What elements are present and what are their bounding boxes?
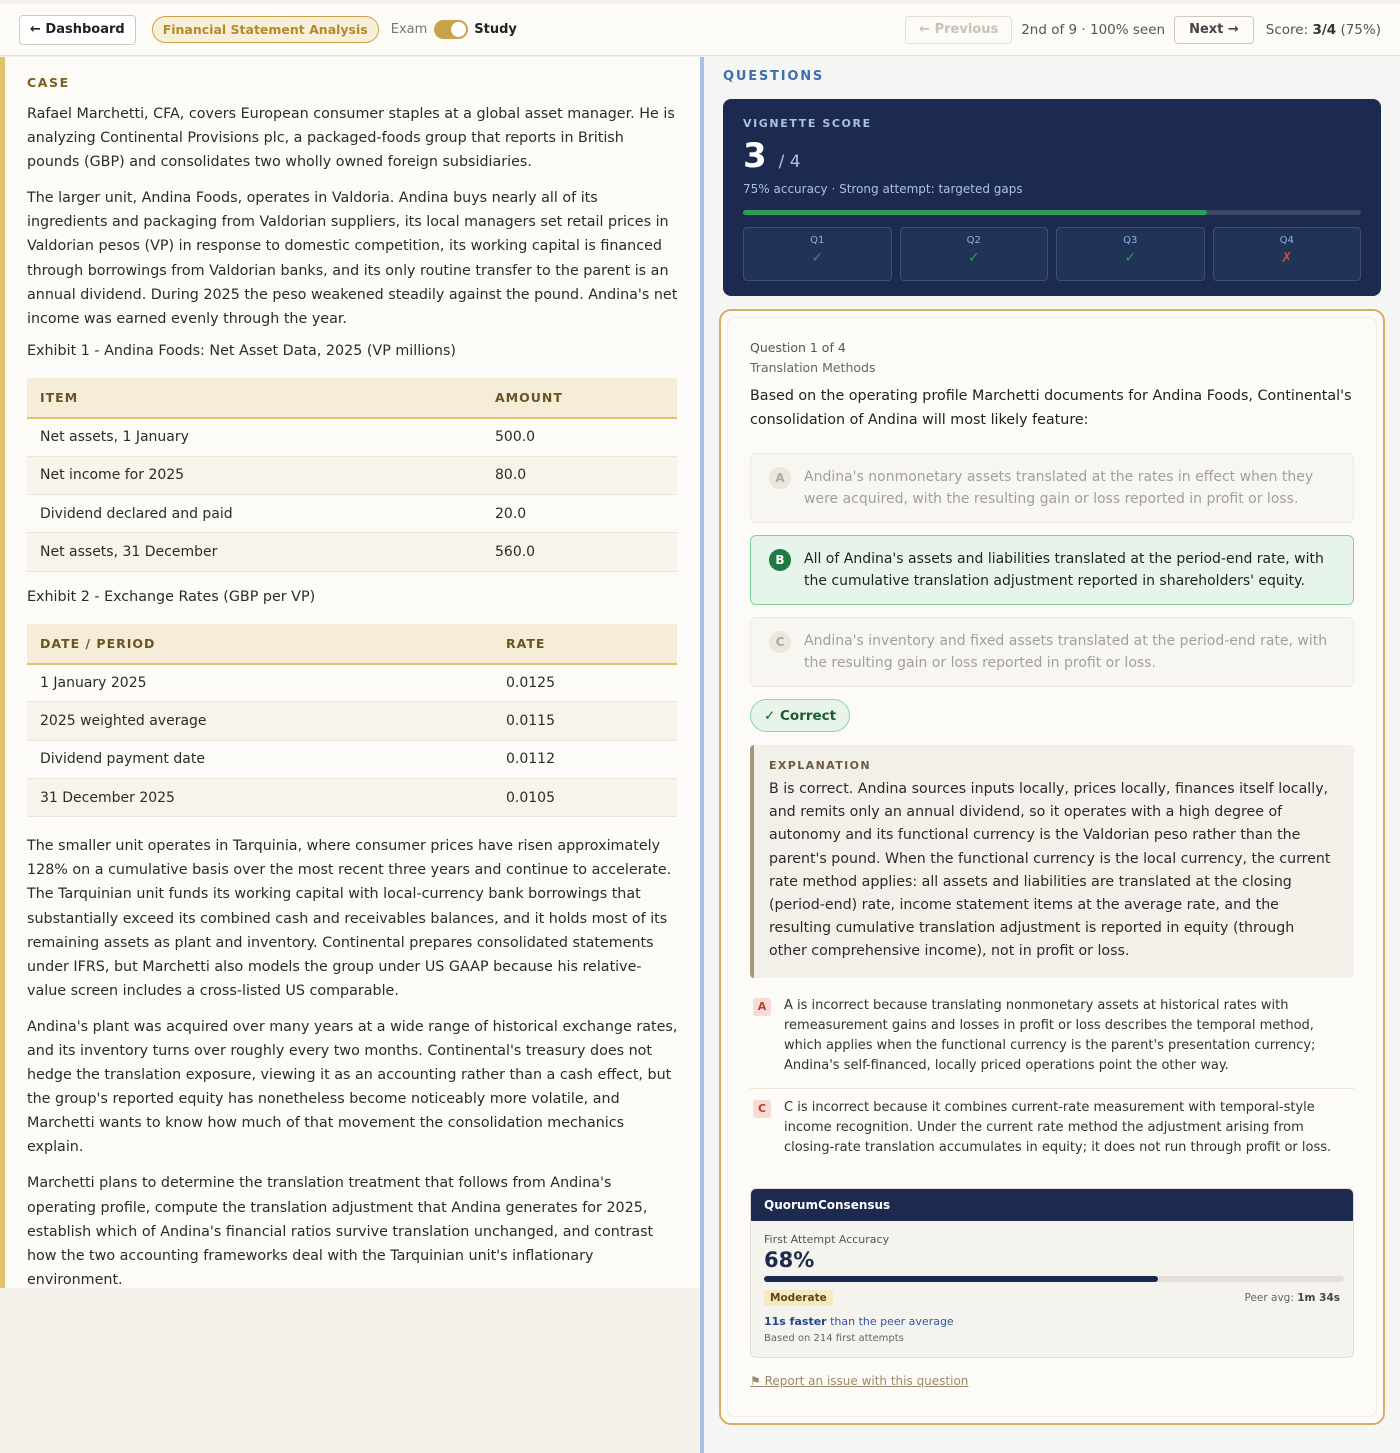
case-paragraph: The smaller unit operates in Tarquinia, where consumer prices have risen approximately 128% on a cumulative basis over the most recent three years and continue to accelerate. The Tarquinian unit funds its working capital with local-currency bank borrowings that substantially exceed its combined cash and receivables balances, and it holds most of its remaining assets as plant and inventory. Continental prepares consolidated statements under IFRS, but Marchetti also models the group under US GAAP because his relative-value screen includes a cross-listed US comparable. <box>27 838 672 999</box>
question-tile-q2[interactable] <box>900 227 1049 281</box>
tile-label: Q2 <box>966 235 981 246</box>
wrong-letter-badge: C <box>753 1100 771 1118</box>
table-row <box>27 456 677 494</box>
table-row <box>27 778 677 816</box>
explanation-box <box>750 745 1354 978</box>
option-text: Andina's inventory and fixed assets translated at the period-end rate, with the resulting gain or loss reported in profit or loss. <box>804 633 1328 671</box>
check-icon: ✓ <box>1124 250 1137 266</box>
speed-bold: 11s faster <box>764 1314 827 1328</box>
questions-heading: QUESTIONS <box>723 69 825 84</box>
wrong-answer-note <box>750 1089 1354 1170</box>
table-cell: 80.0 <box>482 456 677 494</box>
score-suffix: (75%) <box>1336 21 1381 38</box>
vignette-score-total: / 4 <box>778 152 801 172</box>
exhibit-1-table <box>27 378 677 572</box>
option-text: All of Andina's assets and liabilities translated at the period-end rate, with the cumulative translation adjustment reported in shareholders' equity. <box>804 551 1324 589</box>
option-c[interactable] <box>750 617 1354 687</box>
table-row <box>27 702 677 740</box>
vignette-accuracy-text: 75% accuracy · Strong attempt: targeted gaps <box>743 182 1023 196</box>
table-row <box>27 664 677 702</box>
mode-study-label: Study <box>474 22 517 37</box>
table-header: DATE / PERIOD <box>27 624 493 664</box>
result-badge: ✓ Correct <box>750 699 850 732</box>
previous-button[interactable]: ← Previous <box>905 16 1012 44</box>
report-issue-link[interactable]: ⚑ Report an issue with this question <box>750 1373 969 1388</box>
peer-average <box>1245 1292 1341 1304</box>
table-row <box>27 740 677 778</box>
question-tiles <box>743 227 1361 281</box>
first-attempt-percent: 68% <box>764 1247 815 1272</box>
based-on-count: Based on 214 first attempts <box>764 1332 904 1344</box>
table-cell: 20.0 <box>482 494 677 532</box>
question-tile-q4[interactable] <box>1213 227 1362 281</box>
tile-label: Q4 <box>1279 235 1294 246</box>
score-display <box>1266 22 1381 38</box>
case-panel[interactable] <box>0 57 701 1288</box>
table-cell: Dividend declared and paid <box>27 494 482 532</box>
first-attempt-bar <box>764 1276 1344 1282</box>
option-letter: C <box>769 631 791 653</box>
table-row <box>27 418 677 456</box>
quorum-consensus-panel <box>750 1188 1354 1358</box>
mode-toggle[interactable] <box>434 20 468 39</box>
option-a[interactable] <box>750 453 1354 523</box>
table-cell: Net assets, 31 December <box>27 533 482 571</box>
table-header: AMOUNT <box>482 378 677 418</box>
wrong-answer-note <box>750 978 1354 1089</box>
table-cell: 560.0 <box>482 533 677 571</box>
wrong-answer-text: C is incorrect because it combines current-rate measurement with temporal-style income recognition. Under the current rate method the adjustment arising from closing-rate translation accumulates in equity; it does not run through profit or loss. <box>784 1099 1332 1155</box>
question-tile-q3[interactable] <box>1056 227 1205 281</box>
progress-indicator: 2nd of 9 · 100% seen <box>1021 21 1166 38</box>
question-card <box>719 309 1385 1425</box>
case-paragraph: The larger unit, Andina Foods, operates in Valdoria. Andina buys nearly all of its ingredients and packaging from Valdorian suppliers, its local managers set retail prices in Valdorian pesos (VP) in response to domestic competition, its working capital is financed through borrowings from Valdorian banks, and its only routine transfer to the parent is an annual dividend. During 2025 the peso weakened steadily against the pound. Andina's net income was earned evenly through the year. <box>27 190 678 327</box>
check-icon: ✓ <box>811 250 824 266</box>
option-letter: B <box>769 549 791 571</box>
quorum-title: QuorumConsensus <box>751 1189 1353 1221</box>
table-row <box>27 533 677 571</box>
vignette-score-card <box>723 99 1381 296</box>
table-cell: 1 January 2025 <box>27 664 493 702</box>
question-tile-q1[interactable] <box>743 227 892 281</box>
tile-label: Q1 <box>810 235 825 246</box>
table-cell: 0.0125 <box>493 664 677 702</box>
case-paragraph: Andina's plant was acquired over many years at a wide range of historical exchange rates, and its inventory turns over roughly every two months. Continental's treasury does not hedge the translation exposure, viewing it as an accounting rather than a cash effect, but the group's reported equity has nonetheless become noticeably more volatile, and Marchetti wants to know how much of that movement the consolidation mechanics explain. <box>27 1018 678 1156</box>
option-text: Andina's nonmonetary assets translated at the rates in effect when they were acquired, with the resulting gain or loss reported in profit or loss. <box>804 469 1314 507</box>
exhibit-1-title: Exhibit 1 - Andina Foods: Net Asset Data, 2025 (VP millions) <box>27 342 457 359</box>
vignette-score-label: VIGNETTE SCORE <box>743 117 872 130</box>
score-prefix: Score: <box>1265 21 1313 38</box>
check-icon: ✓ <box>967 250 980 266</box>
topbar-navigation <box>905 16 1381 44</box>
table-cell: 2025 weighted average <box>27 702 493 740</box>
questions-panel[interactable] <box>704 57 1400 1453</box>
table-cell: 31 December 2025 <box>27 778 493 816</box>
explanation-label: EXPLANATION <box>769 759 871 772</box>
question-number: Question 1 of 4 <box>750 340 846 355</box>
topic-pill[interactable]: Financial Statement Analysis <box>152 16 379 43</box>
peer-avg-label: Peer avg: <box>1244 1291 1298 1304</box>
top-bar <box>0 4 1400 56</box>
speed-comparison <box>764 1315 1340 1328</box>
vignette-progress-fill <box>743 210 1207 215</box>
first-attempt-label: First Attempt Accuracy <box>764 1232 890 1246</box>
table-cell: Net income for 2025 <box>27 456 482 494</box>
mode-exam-label: Exam <box>390 22 428 37</box>
table-row <box>27 494 677 532</box>
dashboard-button[interactable]: ← Dashboard <box>19 15 136 45</box>
explanation-text: B is correct. Andina sources inputs locally, prices locally, finances itself locally, and remits only an annual dividend, so it operates with a high degree of autonomy and its functional currency is the Valdorian peso rather than the parent's pound. When the functional currency is the local currency, the current rate method applies: all assets and liabilities are translated at the closing (period-end) rate, income statement items at the average rate, and the resulting cumulative translation adjustment is reported in equity (through other comprehensive income), not in profit or loss. <box>769 781 1331 960</box>
tile-label: Q3 <box>1123 235 1138 246</box>
case-paragraph: Rafael Marchetti, CFA, covers European consumer staples at a global asset manager. He is analyzing Continental Provisions plc, a packaged-foods group that reports in British pounds (GBP) and consolidates two wholly owned foreign subsidiaries. <box>27 106 675 171</box>
toggle-knob <box>451 22 466 37</box>
table-cell: 0.0105 <box>493 778 677 816</box>
question-stem: Based on the operating profile Marchetti documents for Andina Foods, Continental's consolidation of Andina will most likely feature: <box>750 388 1352 428</box>
vignette-progress-bar <box>743 210 1361 215</box>
vignette-score-value: 3 <box>743 136 767 176</box>
table-header: RATE <box>493 624 677 664</box>
wrong-answer-text: A is incorrect because translating nonmonetary assets at historical rates with remeasurement gains and losses in profit or loss describes the temporal method, which applies when the functional currency is the parent's presentation currency; Andina's self-financed, locally priced operations point the other way. <box>784 997 1316 1073</box>
table-header: ITEM <box>27 378 482 418</box>
difficulty-badge: Moderate <box>764 1290 833 1306</box>
table-cell: 0.0112 <box>493 740 677 778</box>
first-attempt-fill <box>764 1276 1158 1282</box>
exhibit-2-title: Exhibit 2 - Exchange Rates (GBP per VP) <box>27 588 316 605</box>
score-value: 3/4 <box>1312 21 1337 38</box>
option-letter: A <box>769 467 791 489</box>
option-b[interactable] <box>750 535 1354 605</box>
case-paragraph: Marchetti plans to determine the translation treatment that follows from Andina's operating profile, compute the translation adjustment that Andina generates for 2025, establish which of Andina's financial ratios survive translation unchanged, and contrast how the two accounting frameworks deal with the Tarquinian unit's inflationary environment. <box>27 1175 654 1288</box>
table-cell: Dividend payment date <box>27 740 493 778</box>
cross-icon: ✗ <box>1280 250 1293 266</box>
peer-avg-value: 1m 34s <box>1297 1291 1340 1304</box>
question-topic: Translation Methods <box>750 360 876 375</box>
table-cell: 500.0 <box>482 418 677 456</box>
wrong-letter-badge: A <box>753 998 771 1016</box>
speed-rest: than the peer average <box>826 1314 954 1328</box>
table-cell: Net assets, 1 January <box>27 418 482 456</box>
exhibit-2-table <box>27 624 677 818</box>
table-cell: 0.0115 <box>493 702 677 740</box>
case-heading: CASE <box>27 75 70 90</box>
next-button[interactable]: Next → <box>1174 16 1254 44</box>
